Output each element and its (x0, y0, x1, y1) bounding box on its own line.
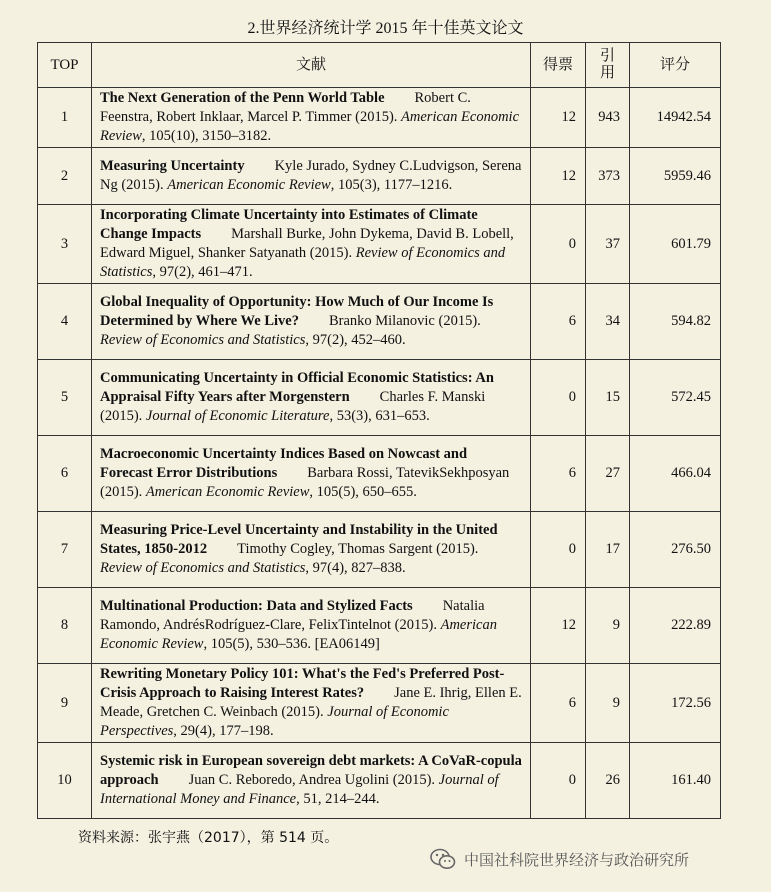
score-cell (630, 664, 721, 743)
score: 14942.54 (656, 109, 711, 125)
wechat-icon (430, 848, 456, 870)
watermark-text: 中国社科院世界经济与政治研究所 (464, 850, 690, 869)
table-title: 2.世界经济统计学 2015 年十佳英文论文 (247, 20, 524, 37)
score: 161.40 (671, 772, 711, 788)
cites-cell (586, 743, 630, 819)
header-ref: 文献 (92, 43, 531, 88)
rank-cell (38, 664, 92, 743)
paper-title: Communicating Uncertainty in Official Economic Statistics: An Appraisal Fifty Years after Morgenstern (100, 370, 494, 405)
table-row (38, 88, 721, 148)
table-row (38, 743, 721, 819)
reference-cell (92, 284, 531, 360)
cites-cell (586, 284, 630, 360)
paper-journal: Journal of Economic Literature (145, 408, 330, 424)
cites: 34 (605, 313, 620, 329)
paper-pages: , 97(2), 461–471. (152, 264, 253, 280)
cites: 17 (605, 541, 620, 557)
cites-cell (586, 664, 630, 743)
paper-title: Measuring Uncertainty (100, 158, 245, 174)
paper-title: Measuring Price-Level Uncertainty and Instability in the United States, 1850-2012 (100, 522, 498, 557)
rank: 2 (60, 167, 69, 184)
rank: 1 (60, 109, 69, 125)
paper-pages: , 51, 214–244. (296, 791, 380, 807)
rank-cell (38, 148, 92, 205)
score: 172.56 (671, 694, 711, 711)
source-note: 资料来源：张宇燕（2017），第 514 页。 (78, 830, 339, 846)
cites: 27 (605, 465, 620, 481)
votes-cell (531, 360, 586, 436)
rank: 8 (60, 617, 69, 633)
score: 466.04 (671, 465, 711, 481)
score-cell (630, 436, 721, 512)
paper-journal: American Economic Review (100, 109, 520, 144)
table-row (38, 512, 721, 588)
paper-journal: American Economic Review (100, 617, 497, 652)
rank-cell (38, 88, 92, 148)
votes-cell (531, 436, 586, 512)
cites-cell (586, 588, 630, 664)
header-top: TOP (38, 43, 92, 88)
header-row (38, 43, 721, 88)
paper-authors: Branko Milanovic (2015). (328, 313, 481, 329)
rank: 3 (60, 235, 69, 252)
cites-cell (586, 148, 630, 205)
rank-cell (38, 512, 92, 588)
votes-cell (531, 205, 586, 284)
score: 601.79 (671, 235, 711, 252)
cites-cell (586, 436, 630, 512)
paper-authors: Barbara Rossi, TatevikSekhposyan (2015). (100, 465, 510, 500)
paper-title: Rewriting Monetary Policy 101: What's the Fed's Preferred Post-Crisis Approach to Raising Interest Rates? (100, 666, 505, 701)
reference-cell (92, 360, 531, 436)
score: 222.89 (671, 617, 711, 633)
reference-cell (92, 205, 531, 284)
score-cell (630, 743, 721, 819)
table-row (38, 284, 721, 360)
paper-title: Global Inequality of Opportunity: How Much of Our Income Is Determined by Where We Live? (100, 294, 494, 329)
reference-cell (92, 512, 531, 588)
score-cell (630, 588, 721, 664)
score: 594.82 (671, 313, 711, 329)
paper-pages: , 29(4), 177–198. (173, 723, 274, 739)
paper-journal: Journal of International Money and Finance (100, 772, 499, 807)
header-votes: 得票 (531, 43, 586, 88)
votes: 12 (561, 617, 576, 633)
votes-cell (531, 88, 586, 148)
cites: 373 (598, 167, 620, 184)
table-row (38, 588, 721, 664)
reference-cell (92, 743, 531, 819)
table-row (38, 205, 721, 284)
paper-pages: , 97(2), 452–460. (305, 332, 406, 348)
votes: 0 (568, 772, 576, 788)
table-row (38, 148, 721, 205)
votes: 0 (568, 389, 576, 405)
paper-authors: Natalia Ramondo, AndrésRodríguez-Clare, FelixTintelnot (2015). (100, 598, 485, 633)
cites: 26 (605, 772, 620, 788)
cites-cell (586, 360, 630, 436)
paper-title: The Next Generation of the Penn World Table (100, 90, 385, 106)
score-cell (630, 148, 721, 205)
score-cell (630, 205, 721, 284)
rank-cell (38, 284, 92, 360)
votes: 12 (561, 167, 576, 184)
paper-pages: , 105(5), 530–536. [EA06149] (203, 636, 380, 652)
votes-cell (531, 664, 586, 743)
rank: 6 (60, 465, 69, 481)
votes: 6 (568, 694, 576, 711)
reference-cell (92, 88, 531, 148)
paper-journal: Review of Economics and Statistics (100, 245, 506, 280)
paper-authors: Charles F. Manski (2015). (100, 389, 486, 424)
paper-authors: Jane E. Ihrig, Ellen E. Meade, Gretchen C. Weinbach (2015). (100, 685, 522, 720)
paper-title: Multinational Production: Data and Stylized Facts (100, 598, 413, 614)
paper-title: Incorporating Climate Uncertainty into Estimates of Climate Change Impacts (100, 207, 478, 242)
votes-cell (531, 512, 586, 588)
votes-cell (531, 148, 586, 205)
cites-cell (586, 512, 630, 588)
score: 276.50 (671, 541, 711, 557)
paper-pages: , 105(10), 3150–3182. (141, 128, 272, 144)
paper-authors: Robert C. Feenstra, Robert Inklaar, Marcel P. Timmer (2015). (100, 90, 471, 125)
paper-journal: Journal of Economic Perspectives (100, 704, 449, 739)
paper-authors: Juan C. Reboredo, Andrea Ugolini (2015). (188, 772, 436, 788)
cites: 9 (612, 694, 620, 711)
rank: 7 (60, 541, 69, 557)
watermark (430, 848, 689, 870)
votes: 0 (568, 235, 576, 252)
paper-pages: , 105(5), 650–655. (309, 484, 417, 500)
cites: 15 (605, 389, 620, 405)
paper-journal: Review of Economics and Statistics (100, 332, 306, 348)
cites-cell (586, 88, 630, 148)
header-score: 评分 (630, 43, 721, 88)
table-row (38, 360, 721, 436)
paper-title: Macroeconomic Uncertainty Indices Based on Nowcast and Forecast Error Distributions (100, 446, 468, 481)
rank: 10 (57, 772, 72, 788)
score-cell (630, 512, 721, 588)
votes-cell (531, 743, 586, 819)
table-row (38, 436, 721, 512)
reference-cell (92, 436, 531, 512)
header-cites-label: 引用 (599, 48, 615, 81)
score-cell (630, 88, 721, 148)
rank: 4 (60, 313, 69, 329)
score-cell (630, 360, 721, 436)
paper-authors: Kyle Jurado, Sydney C.Ludvigson, Serena Ng (2015). (100, 158, 522, 193)
votes: 12 (561, 109, 576, 125)
rank: 9 (60, 694, 69, 711)
rank-cell (38, 588, 92, 664)
paper-pages: , 105(3), 1177–1216. (330, 177, 453, 193)
paper-authors: Marshall Burke, John Dykema, David B. Lobell, Edward Miguel, Shanker Satyanath (2015). (100, 226, 514, 261)
score: 572.45 (671, 389, 711, 405)
papers-table (37, 42, 721, 819)
reference-cell (92, 588, 531, 664)
cites-cell (586, 205, 630, 284)
votes: 6 (568, 313, 576, 329)
rank-cell (38, 360, 92, 436)
cites: 943 (598, 109, 620, 125)
paper-authors: Timothy Cogley, Thomas Sargent (2015). (237, 541, 479, 557)
header-cites (586, 43, 630, 88)
paper-pages: , 53(3), 631–653. (329, 408, 430, 424)
votes-cell (531, 588, 586, 664)
cites: 9 (612, 617, 620, 633)
reference-cell (92, 664, 531, 743)
paper-title: Systemic risk in European sovereign debt markets: A CoVaR-copula approach (100, 753, 522, 788)
paper-journal: American Economic Review (167, 177, 331, 193)
rank-cell (38, 436, 92, 512)
cites: 37 (605, 235, 620, 252)
paper-pages: , 97(4), 827–838. (305, 560, 406, 576)
score-cell (630, 284, 721, 360)
score: 5959.46 (663, 167, 711, 184)
paper-journal: Review of Economics and Statistics (100, 560, 306, 576)
table-row (38, 664, 721, 743)
votes: 0 (568, 541, 576, 557)
votes-cell (531, 284, 586, 360)
paper-journal: American Economic Review (145, 484, 310, 500)
rank: 5 (60, 389, 69, 405)
reference-cell (92, 148, 531, 205)
votes: 6 (568, 465, 576, 481)
rank-cell (38, 743, 92, 819)
rank-cell (38, 205, 92, 284)
